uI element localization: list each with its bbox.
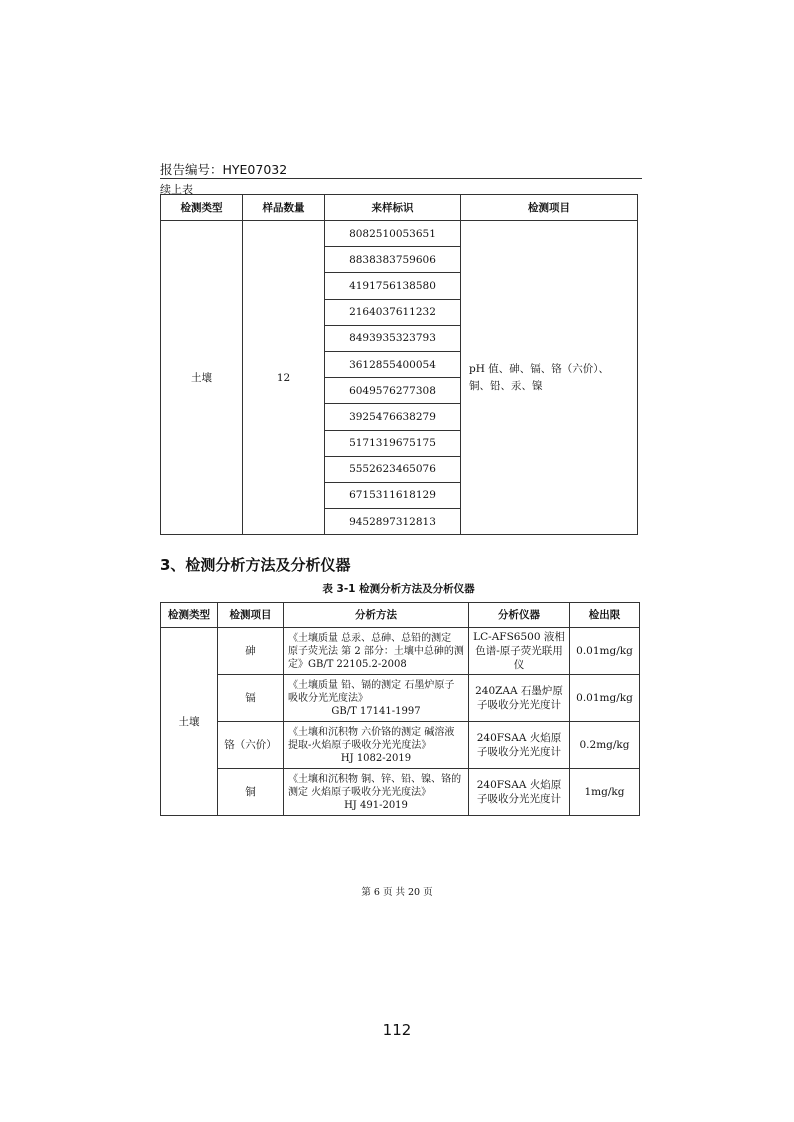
sample-id-cell: 5171319675175	[325, 430, 461, 456]
sample-id-cell: 4191756138580	[325, 273, 461, 299]
col-header-instrument: 分析仪器	[469, 603, 570, 628]
method-standard: HJ 1082-2019	[340, 752, 412, 764]
sample-id-cell: 8493935323793	[325, 325, 461, 351]
method-cell	[284, 769, 469, 816]
sample-id-cell: 6049576277308	[325, 378, 461, 404]
sample-table	[160, 194, 638, 535]
method-text: 《土壤和沉积物 六价铬的测定 碱溶液提取-火焰原子吸收分光光度法》	[288, 726, 455, 751]
header-rule	[160, 178, 642, 179]
sample-id-cell: 8838383759606	[325, 247, 461, 273]
method-standard: GB/T 17141-1997	[331, 705, 421, 717]
item-cell: 铜	[218, 769, 284, 816]
item-cell: 砷	[218, 628, 284, 675]
test-items-cell: pH 值、砷、镉、铬（六价）、铜、铅、汞、镍	[461, 221, 638, 535]
limit-cell: 0.01mg/kg	[570, 628, 640, 675]
table-row	[161, 221, 638, 247]
col-header-item: 检测项目	[218, 603, 284, 628]
table-caption: 表 3-1 检测分析方法及分析仪器	[322, 583, 475, 595]
page-number: 第 6 页 共 20 页	[361, 887, 433, 898]
section-heading: 3、检测分析方法及分析仪器	[160, 556, 351, 574]
method-standard: HJ 491-2019	[344, 799, 408, 811]
table-row	[161, 628, 640, 675]
item-cell: 铬（六价）	[218, 722, 284, 769]
sample-id-cell: 2164037611232	[325, 299, 461, 325]
col-header-count: 样品数量	[243, 195, 325, 221]
sample-id-cell: 3612855400054	[325, 351, 461, 377]
table-row	[161, 722, 640, 769]
col-header-method: 分析方法	[284, 603, 469, 628]
instrument-cell: 240FSAA 火焰原子吸收分光光度计	[469, 769, 570, 816]
report-number: 报告编号：HYE07032	[160, 162, 288, 177]
method-text: 《土壤质量 总汞、总砷、总铅的测定 原子荧光法 第 2 部分：土壤中总砷的测定》GB/T 22105.2-2008	[288, 632, 464, 670]
continued-label: 续上表	[160, 183, 193, 196]
method-text: 《土壤质量 铅、镉的测定 石墨炉原子吸收分光光度法》	[288, 679, 455, 704]
sample-count-cell: 12	[243, 221, 325, 535]
method-table-header	[161, 603, 640, 628]
sample-type-cell: 土壤	[161, 221, 243, 535]
instrument-cell: 240ZAA 石墨炉原子吸收分光光度计	[469, 675, 570, 722]
instrument-cell: 240FSAA 火焰原子吸收分光光度计	[469, 722, 570, 769]
table-row	[161, 769, 640, 816]
col-header-items: 检测项目	[461, 195, 638, 221]
limit-cell: 0.01mg/kg	[570, 675, 640, 722]
method-cell	[284, 722, 469, 769]
table-row	[161, 675, 640, 722]
method-text: 《土壤和沉积物 铜、锌、铅、镍、铬的测定 火焰原子吸收分光光度法》	[288, 773, 462, 798]
sample-id-cell: 5552623465076	[325, 456, 461, 482]
method-type-cell: 土壤	[161, 628, 218, 816]
folio-number: 112	[382, 1021, 412, 1039]
sample-id-cell: 9452897312813	[325, 509, 461, 535]
limit-cell: 0.2mg/kg	[570, 722, 640, 769]
sample-id-cell: 3925476638279	[325, 404, 461, 430]
col-header-type: 检测类型	[161, 603, 218, 628]
sample-table-header	[161, 195, 638, 221]
col-header-type: 检测类型	[161, 195, 243, 221]
sample-id-cell: 8082510053651	[325, 221, 461, 247]
method-cell	[284, 675, 469, 722]
col-header-limit: 检出限	[570, 603, 640, 628]
instrument-cell: LC-AFS6500 液相色谱-原子荧光联用仪	[469, 628, 570, 675]
method-table	[160, 602, 640, 816]
method-cell	[284, 628, 469, 675]
col-header-sample-id: 来样标识	[325, 195, 461, 221]
sample-id-cell: 6715311618129	[325, 482, 461, 508]
item-cell: 镉	[218, 675, 284, 722]
limit-cell: 1mg/kg	[570, 769, 640, 816]
